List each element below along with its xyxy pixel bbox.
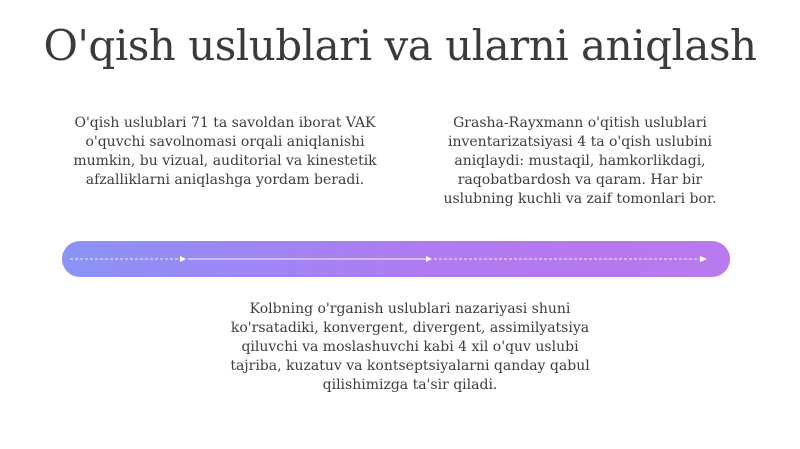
text-block-vak: O'qish uslublari 71 ta savoldan iborat VAK o'quvchi savolnomasi orqali aniqlanishi mumkin, bu vizual, auditorial va kinestetik afzalliklarni aniqlashga yordam beradi. <box>73 115 377 188</box>
timeline-arrows <box>62 241 730 277</box>
arrow-icon <box>426 256 432 262</box>
arrow-icon <box>180 256 186 262</box>
timeline-bar <box>62 241 730 277</box>
text-block-grasha-rayxmann: Grasha-Rayxmann o'qitish uslublari inventarizatsiyasi 4 ta o'qish uslubini aniqlaydi: mustaqil, hamkorlikdagi, raqobatbardosh va qaram. Har bir uslubning kuchli va zaif tomonlari bor. <box>443 115 717 207</box>
page-title: O'qish uslublari va ularni aniqlash <box>43 21 757 70</box>
arrow-icon <box>700 256 707 262</box>
text-block-kolb: Kolbning o'rganish uslublari nazariyasi shuni ko'rsatadiki, konvergent, divergent, assimilyatsiya qiluvchi va moslashuvchi kabi 4 xil o'quv uslubi tajriba, kuzatuv va kontseptsiyalarni qanday qabul qilishimizga ta'sir qiladi. <box>230 301 590 393</box>
